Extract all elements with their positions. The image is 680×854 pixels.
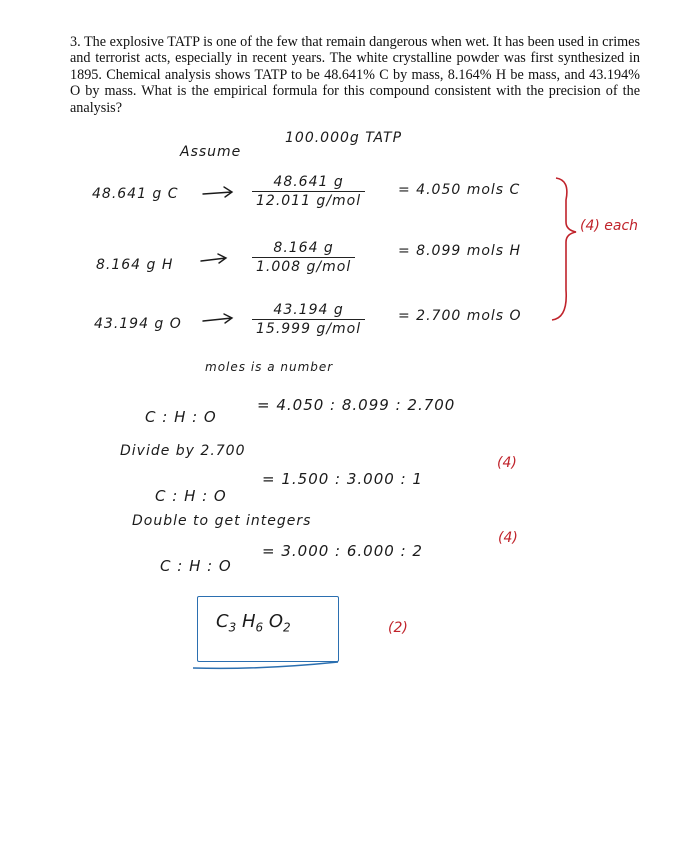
- result-oxygen: = 2.700 mols O: [398, 308, 522, 324]
- divide-text: Divide by 2.700: [120, 443, 246, 459]
- formula-o-sub: 2: [283, 620, 291, 635]
- ratio3-value: = 3.000 : 6.000 : 2: [262, 542, 423, 560]
- brace-note: (4) each: [580, 218, 639, 234]
- assume-label: Assume: [180, 144, 242, 160]
- result-hydrogen: = 8.099 mols H: [398, 243, 522, 259]
- carbon-denominator: 12.011 g/mol: [256, 193, 362, 209]
- hydrogen-denominator: 1.008 g/mol: [256, 259, 352, 275]
- formula-h-sub: 6: [255, 620, 264, 635]
- formula-c: C: [216, 611, 229, 632]
- carbon-numerator: 48.641 g: [252, 174, 365, 192]
- ratio1-value: = 4.050 : 8.099 : 2.700: [257, 396, 456, 414]
- oxygen-denominator: 15.999 g/mol: [256, 321, 362, 337]
- ratio2-label: C : H : O: [155, 487, 227, 505]
- given-hydrogen: 8.164 g H: [96, 257, 174, 273]
- arrow-oxygen: [203, 314, 232, 323]
- given-oxygen: 43.194 g O: [94, 316, 182, 332]
- question-text: 3. The explosive TATP is one of the few that remain dangerous when wet. It has been used in crimes and terrorist acts, especially in recent years. The white crystalline powder was first synthesized in 1895. Chemical analysis shows TATP to be 48.641% C by mass, 8.164% H be mass, and 43.194% O by mass. What is the empirical formula for this compound consistent with the precision of the analysis?: [70, 34, 640, 116]
- moles-note: moles is a number: [205, 360, 334, 374]
- ratio3-label: C : H : O: [160, 557, 232, 575]
- formula-c-sub: 3: [228, 620, 237, 635]
- right-brace: [552, 178, 576, 320]
- arrow-hydrogen: [201, 254, 226, 263]
- ratio1-label: C : H : O: [145, 408, 217, 426]
- answer-underline: [193, 662, 338, 668]
- double-text: Double to get integers: [132, 513, 312, 529]
- assume-value: 100.000g TATP: [285, 130, 403, 146]
- hydrogen-numerator: 8.164 g: [252, 240, 355, 258]
- formula-h: H: [241, 611, 256, 632]
- formula-o: O: [268, 611, 284, 632]
- ratio3-points: (4): [498, 530, 518, 546]
- given-carbon: 48.641 g C: [92, 186, 179, 202]
- oxygen-numerator: 43.194 g: [252, 302, 365, 320]
- ratio2-value: = 1.500 : 3.000 : 1: [262, 470, 423, 488]
- ratio2-points: (4): [497, 455, 517, 471]
- result-carbon: = 4.050 mols C: [398, 182, 521, 198]
- arrow-carbon: [203, 187, 232, 197]
- answer-points: (2): [388, 620, 408, 636]
